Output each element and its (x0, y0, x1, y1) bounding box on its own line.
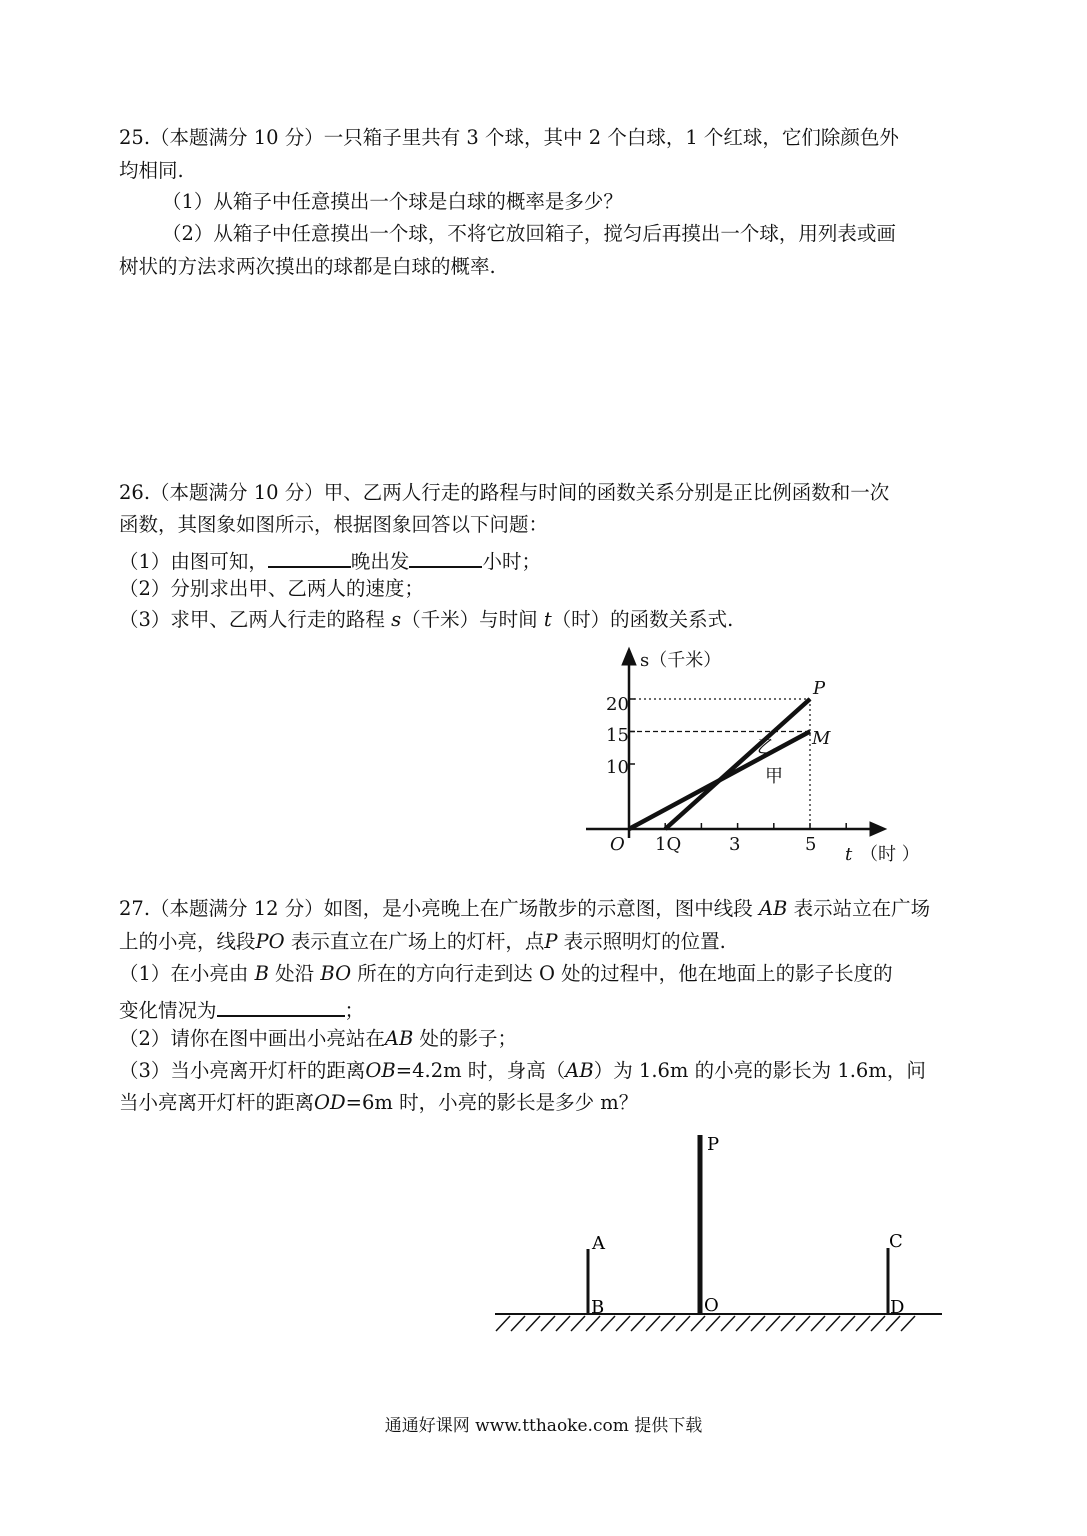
hatch-mark (796, 1316, 810, 1331)
hatch-mark (886, 1316, 900, 1331)
hatch-mark (901, 1316, 915, 1331)
x-tick-label: 1Q (655, 834, 682, 855)
label-A: A (592, 1233, 605, 1254)
series-label-yi: 乙 (757, 737, 775, 758)
x-tick-label: 3 (729, 834, 741, 855)
hatch-mark (706, 1316, 720, 1331)
x-axis-unit: （时 ） (860, 844, 920, 865)
hatch-mark (676, 1316, 690, 1331)
q26-part-1: （1）由图可知， 晚出发 小时； (119, 547, 541, 572)
hatch-mark (541, 1316, 555, 1331)
ground-hatching (496, 1316, 915, 1331)
hatch-mark (511, 1316, 525, 1331)
label-B: B (591, 1297, 605, 1318)
q27-line-1: 27.（本题满分 12 分）如图，是小亮晚上在广场散步的示意图，图中线段 AB 表示站立在广场 (119, 897, 931, 920)
origin-label: O (610, 834, 625, 855)
hatch-mark (616, 1316, 630, 1331)
q26-part-2: （2）分别求出甲、乙两人的速度； (119, 577, 424, 600)
y-tick-label: 10 (606, 757, 629, 778)
q27-part-3b: 当小亮离开灯杆的距离OD=6m 时，小亮的影长是多少 m？ (119, 1091, 639, 1114)
q27-part-3: （3）当小亮离开灯杆的距离OB=4.2m 时，身高（AB）为 1.6m 的小亮的影长为 1.6m，问 (119, 1059, 926, 1082)
q27-line-2: 上的小亮，线段PO 表示直立在广场上的灯杆，点P 表示照明灯的位置. (119, 930, 726, 953)
q25-part-1: （1）从箱子中任意摸出一个球是白球的概率是多少？ (162, 190, 623, 213)
hatch-mark (691, 1316, 705, 1331)
hatch-mark (826, 1316, 840, 1331)
y-axis-label: s（千米） (640, 650, 722, 671)
lamp-shadow-diagram (480, 1125, 960, 1340)
hatch-mark (496, 1316, 510, 1331)
x-axis-label: t (845, 844, 853, 865)
hatch-mark (811, 1316, 825, 1331)
q27-part-1: （1）在小亮由 B 处沿 BO 所在的方向行走到达 O 处的过程中，他在地面上的影子长度的 (119, 962, 893, 985)
hatch-mark (661, 1316, 675, 1331)
hatch-mark (766, 1316, 780, 1331)
label-C: C (889, 1231, 903, 1252)
q27-part-2: （2）请你在图中画出小亮站在AB 处的影子； (119, 1027, 518, 1050)
q25-part-2a: （2）从箱子中任意摸出一个球，不将它放回箱子，搅匀后再摸出一个球，用列表或画 (162, 222, 896, 245)
point-label-P: P (813, 678, 826, 699)
point-label-M: M (812, 728, 831, 749)
hatch-mark (736, 1316, 750, 1331)
hatch-mark (571, 1316, 585, 1331)
series-label-jia: 甲 (765, 766, 783, 787)
q26-line-1: 26.（本题满分 10 分）甲、乙两人行走的路程与时间的函数关系分别是正比例函数和一次 (119, 481, 890, 504)
hatch-mark (871, 1316, 885, 1331)
q27-part-1b: 变化情况为 ； (119, 996, 364, 1021)
q25-line-1: 25.（本题满分 10 分）一只箱子里共有 3 个球，其中 2 个白球，1 个红球，它们除颜色外 (119, 126, 899, 149)
hatch-mark (556, 1316, 570, 1331)
label-P: P (707, 1134, 720, 1155)
q25-line-2: 均相同. (119, 159, 184, 182)
label-D: D (890, 1297, 905, 1318)
q26-line-2: 函数，其图象如图所示，根据图象回答以下问题： (119, 513, 549, 536)
y-tick-label: 15 (606, 725, 629, 746)
hatch-mark (781, 1316, 795, 1331)
hatch-mark (586, 1316, 600, 1331)
hatch-mark (856, 1316, 870, 1331)
hatch-mark (721, 1316, 735, 1331)
hatch-mark (841, 1316, 855, 1331)
footer: 通通好课网 www.tthaoke.com 提供下载 (384, 1416, 703, 1436)
q26-part-3: （3）求甲、乙两人行走的路程 s（千米）与时间 t（时）的函数关系式. (119, 608, 734, 631)
hatch-mark (631, 1316, 645, 1331)
y-axis-arrow (622, 648, 636, 665)
series-yi-line (665, 699, 810, 829)
q25-part-2b: 树状的方法求两次摸出的球都是白球的概率. (119, 255, 496, 278)
answer-blank[interactable] (217, 996, 345, 1017)
hatch-mark (526, 1316, 540, 1331)
x-tick-label: 5 (805, 834, 817, 855)
y-tick-label: 20 (606, 694, 629, 715)
label-O: O (704, 1295, 719, 1316)
x-axis-arrow (870, 822, 886, 836)
hatch-mark (751, 1316, 765, 1331)
hatch-mark (646, 1316, 660, 1331)
hatch-mark (601, 1316, 615, 1331)
